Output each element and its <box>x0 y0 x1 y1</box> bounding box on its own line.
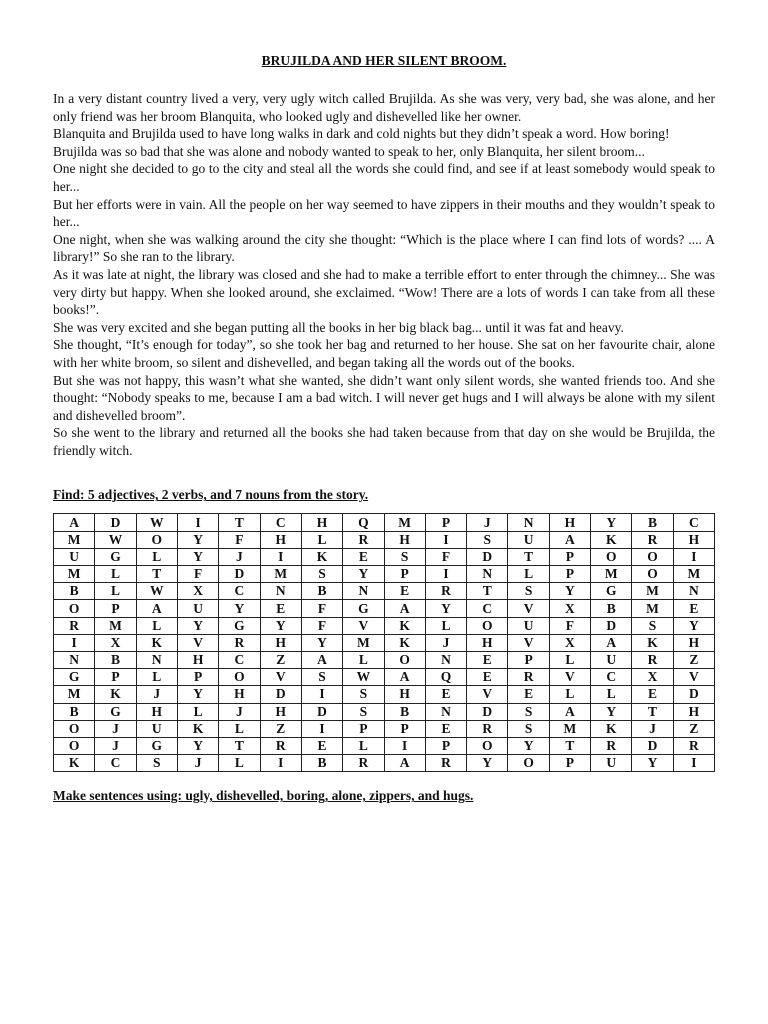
grid-cell[interactable]: O <box>467 737 508 754</box>
grid-cell[interactable]: S <box>343 686 384 703</box>
grid-cell[interactable]: Y <box>425 600 466 617</box>
grid-cell[interactable]: R <box>260 737 301 754</box>
grid-cell[interactable]: H <box>177 651 218 668</box>
grid-cell[interactable]: E <box>673 600 714 617</box>
grid-cell[interactable]: L <box>549 686 590 703</box>
grid-cell[interactable]: G <box>95 703 136 720</box>
grid-row <box>54 566 715 583</box>
grid-cell[interactable]: N <box>673 583 714 600</box>
grid-cell[interactable]: Y <box>177 686 218 703</box>
grid-cell[interactable]: D <box>260 686 301 703</box>
grid-cell[interactable]: M <box>384 514 425 531</box>
grid-cell[interactable]: O <box>632 548 673 565</box>
grid-cell[interactable]: S <box>301 669 342 686</box>
grid-cell[interactable]: N <box>260 583 301 600</box>
story-paragraph: She was very excited and she began putting all the books in her big black bag... until it was fat and heavy. <box>53 319 624 335</box>
grid-cell[interactable]: K <box>177 720 218 737</box>
grid-cell[interactable]: M <box>343 634 384 651</box>
grid-cell[interactable]: H <box>673 531 714 548</box>
grid-cell[interactable]: L <box>177 703 218 720</box>
grid-cell[interactable]: J <box>136 686 177 703</box>
grid-cell[interactable]: J <box>177 755 218 772</box>
grid-cell[interactable]: A <box>591 634 632 651</box>
grid-cell[interactable]: V <box>260 669 301 686</box>
grid-cell[interactable]: O <box>54 737 95 754</box>
grid-cell[interactable]: X <box>549 600 590 617</box>
grid-cell[interactable]: O <box>632 566 673 583</box>
grid-cell[interactable]: H <box>301 514 342 531</box>
grid-cell[interactable]: J <box>425 634 466 651</box>
grid-cell[interactable]: P <box>549 548 590 565</box>
story-paragraph: Blanquita and Brujilda used to have long walks in dark and cold nights but they didn’t speak a word. How boring! <box>53 126 670 142</box>
grid-cell[interactable]: F <box>177 566 218 583</box>
grid-cell[interactable]: O <box>467 617 508 634</box>
grid-cell[interactable]: I <box>54 634 95 651</box>
grid-cell[interactable]: A <box>549 531 590 548</box>
grid-cell[interactable]: I <box>177 514 218 531</box>
grid-cell[interactable]: N <box>54 651 95 668</box>
grid-cell[interactable]: Y <box>343 566 384 583</box>
grid-cell[interactable]: P <box>549 566 590 583</box>
grid-cell[interactable]: R <box>54 617 95 634</box>
grid-cell[interactable]: T <box>136 566 177 583</box>
grid-cell[interactable]: C <box>219 583 260 600</box>
grid-row <box>54 686 715 703</box>
story-paragraph: Brujilda was so bad that she was alone and nobody wanted to speak to her, only Blanquita, her silent broom... <box>53 143 645 159</box>
grid-cell[interactable]: X <box>549 634 590 651</box>
grid-cell[interactable]: U <box>508 531 549 548</box>
grid-cell[interactable]: L <box>343 651 384 668</box>
grid-cell[interactable]: R <box>425 755 466 772</box>
grid-cell[interactable]: Y <box>301 634 342 651</box>
grid-cell[interactable]: A <box>136 600 177 617</box>
grid-cell[interactable]: R <box>343 531 384 548</box>
grid-cell[interactable]: L <box>219 755 260 772</box>
grid-row <box>54 548 715 565</box>
grid-cell[interactable]: A <box>301 651 342 668</box>
grid-cell[interactable]: K <box>591 531 632 548</box>
grid-row <box>54 669 715 686</box>
grid-cell[interactable]: E <box>260 600 301 617</box>
grid-cell[interactable]: I <box>260 755 301 772</box>
grid-cell[interactable]: A <box>384 755 425 772</box>
grid-cell[interactable]: R <box>467 720 508 737</box>
grid-cell[interactable]: R <box>425 583 466 600</box>
grid-cell[interactable]: T <box>549 737 590 754</box>
grid-cell[interactable]: S <box>508 703 549 720</box>
grid-cell[interactable]: X <box>177 583 218 600</box>
grid-cell[interactable]: P <box>549 755 590 772</box>
grid-cell[interactable]: M <box>54 531 95 548</box>
grid-cell[interactable]: F <box>549 617 590 634</box>
grid-cell[interactable]: P <box>508 651 549 668</box>
story-text <box>53 90 715 459</box>
grid-cell[interactable]: V <box>508 600 549 617</box>
grid-cell[interactable]: O <box>591 548 632 565</box>
grid-cell[interactable]: E <box>467 669 508 686</box>
grid-cell[interactable]: Y <box>177 531 218 548</box>
grid-cell[interactable]: T <box>632 703 673 720</box>
grid-cell[interactable]: J <box>632 720 673 737</box>
grid-cell[interactable]: K <box>384 617 425 634</box>
grid-cell[interactable]: K <box>632 634 673 651</box>
grid-row <box>54 737 715 754</box>
grid-cell[interactable]: E <box>632 686 673 703</box>
grid-cell[interactable]: B <box>384 703 425 720</box>
worksheet-page <box>53 52 715 805</box>
grid-cell[interactable]: N <box>343 583 384 600</box>
grid-cell[interactable]: Y <box>177 548 218 565</box>
grid-cell[interactable]: G <box>54 669 95 686</box>
grid-cell[interactable]: S <box>632 617 673 634</box>
grid-cell[interactable]: C <box>673 514 714 531</box>
grid-cell[interactable]: B <box>54 583 95 600</box>
grid-cell[interactable]: O <box>508 755 549 772</box>
grid-row <box>54 531 715 548</box>
grid-cell[interactable]: B <box>632 514 673 531</box>
grid-cell[interactable]: X <box>632 669 673 686</box>
grid-cell[interactable]: F <box>301 617 342 634</box>
grid-cell[interactable]: W <box>136 514 177 531</box>
grid-cell[interactable]: S <box>467 531 508 548</box>
grid-row <box>54 514 715 531</box>
grid-cell[interactable]: U <box>136 720 177 737</box>
grid-cell[interactable]: Y <box>219 600 260 617</box>
grid-row <box>54 634 715 651</box>
grid-row <box>54 617 715 634</box>
story-paragraph: She thought, “It’s enough for today”, so she took her bag and returned to her house. She sat on her favourite chair, alone with her white broom, so silent and dishevelled, and began taking all the words out of the books. <box>53 337 715 370</box>
grid-cell[interactable]: I <box>301 686 342 703</box>
grid-cell[interactable]: J <box>219 703 260 720</box>
grid-cell[interactable]: V <box>177 634 218 651</box>
grid-cell[interactable]: P <box>425 514 466 531</box>
grid-cell[interactable]: W <box>136 583 177 600</box>
grid-cell[interactable]: M <box>549 720 590 737</box>
grid-cell[interactable]: M <box>95 617 136 634</box>
grid-cell[interactable]: C <box>219 651 260 668</box>
grid-cell[interactable]: V <box>343 617 384 634</box>
grid-cell[interactable]: Y <box>260 617 301 634</box>
grid-cell[interactable]: D <box>632 737 673 754</box>
grid-cell[interactable]: L <box>591 686 632 703</box>
grid-cell[interactable]: O <box>136 531 177 548</box>
grid-cell[interactable]: C <box>591 669 632 686</box>
grid-cell[interactable]: D <box>301 703 342 720</box>
grid-cell[interactable]: T <box>219 737 260 754</box>
grid-cell[interactable]: L <box>508 566 549 583</box>
grid-cell[interactable]: Y <box>467 755 508 772</box>
grid-cell[interactable]: A <box>384 600 425 617</box>
grid-cell[interactable]: F <box>425 548 466 565</box>
grid-cell[interactable]: Z <box>673 720 714 737</box>
grid-cell[interactable]: Y <box>177 617 218 634</box>
grid-row <box>54 600 715 617</box>
grid-cell[interactable]: M <box>54 686 95 703</box>
grid-cell[interactable]: Y <box>591 703 632 720</box>
grid-cell[interactable]: E <box>343 548 384 565</box>
grid-cell[interactable]: S <box>508 720 549 737</box>
grid-cell[interactable]: Y <box>549 583 590 600</box>
grid-cell[interactable]: L <box>219 720 260 737</box>
story-paragraph: One night she decided to go to the city and steal all the words she could find, and see if at least somebody would speak to her... <box>53 161 715 194</box>
grid-cell[interactable]: P <box>343 720 384 737</box>
grid-cell[interactable]: P <box>95 669 136 686</box>
grid-cell[interactable]: K <box>54 755 95 772</box>
grid-cell[interactable]: W <box>95 531 136 548</box>
grid-cell[interactable]: R <box>343 755 384 772</box>
grid-cell[interactable]: E <box>301 737 342 754</box>
grid-cell[interactable]: Y <box>177 737 218 754</box>
grid-cell[interactable]: S <box>343 703 384 720</box>
grid-cell[interactable]: T <box>508 548 549 565</box>
story-paragraph: As it was late at night, the library was closed and she had to make a terrible effort to enter through the chimney... She was very dirty but happy. When she looked around, she exclaimed. “Wow! There are a lots of words I can take from all these books!”. <box>53 266 715 318</box>
grid-cell[interactable]: N <box>467 566 508 583</box>
grid-cell[interactable]: L <box>136 617 177 634</box>
grid-cell[interactable]: R <box>219 634 260 651</box>
grid-cell[interactable]: P <box>425 737 466 754</box>
grid-cell[interactable]: Q <box>343 514 384 531</box>
grid-cell[interactable]: G <box>95 548 136 565</box>
grid-cell[interactable]: H <box>260 634 301 651</box>
grid-cell[interactable]: D <box>467 703 508 720</box>
grid-cell[interactable]: C <box>260 514 301 531</box>
grid-cell[interactable]: B <box>591 600 632 617</box>
grid-cell[interactable]: K <box>384 634 425 651</box>
grid-cell[interactable]: W <box>343 669 384 686</box>
grid-cell[interactable]: H <box>673 703 714 720</box>
grid-cell[interactable]: J <box>95 737 136 754</box>
grid-cell[interactable]: N <box>508 514 549 531</box>
grid-cell[interactable]: A <box>54 514 95 531</box>
grid-cell[interactable]: H <box>384 531 425 548</box>
story-paragraph: So she went to the library and returned all the books she had taken because from that day on she would be Brujilda, the friendly witch. <box>53 425 715 458</box>
grid-cell[interactable]: O <box>54 600 95 617</box>
grid-cell[interactable]: Z <box>673 651 714 668</box>
grid-cell[interactable]: G <box>219 617 260 634</box>
grid-cell[interactable]: V <box>549 669 590 686</box>
grid-row <box>54 651 715 668</box>
grid-cell[interactable]: T <box>467 583 508 600</box>
grid-row <box>54 720 715 737</box>
grid-cell[interactable]: T <box>219 514 260 531</box>
grid-cell[interactable]: L <box>95 566 136 583</box>
grid-cell[interactable]: U <box>54 548 95 565</box>
grid-cell[interactable]: Z <box>260 651 301 668</box>
grid-cell[interactable]: Y <box>673 617 714 634</box>
grid-cell[interactable]: D <box>591 617 632 634</box>
grid-cell[interactable]: J <box>467 514 508 531</box>
story-paragraph: But she was not happy, this wasn’t what she wanted, she didn’t want only silent words, she wanted friends too. And she thought: “Nobody speaks to me, because I am a bad witch. I will never get hugs and I will always be alone with my silent and dishevelled broom”. <box>53 372 715 423</box>
grid-cell[interactable]: U <box>591 651 632 668</box>
word-search-grid <box>53 513 715 772</box>
grid-cell[interactable]: B <box>301 755 342 772</box>
grid-cell[interactable]: N <box>136 651 177 668</box>
grid-cell[interactable]: I <box>425 531 466 548</box>
grid-cell[interactable]: L <box>549 651 590 668</box>
grid-cell[interactable]: A <box>384 669 425 686</box>
grid-cell[interactable]: M <box>260 566 301 583</box>
grid-cell[interactable]: M <box>673 566 714 583</box>
grid-cell[interactable]: G <box>136 737 177 754</box>
grid-cell[interactable]: K <box>95 686 136 703</box>
grid-cell[interactable]: L <box>425 617 466 634</box>
grid-cell[interactable]: P <box>177 669 218 686</box>
grid-cell[interactable]: Z <box>260 720 301 737</box>
grid-cell[interactable]: H <box>384 686 425 703</box>
grid-cell[interactable]: L <box>343 737 384 754</box>
grid-cell[interactable]: C <box>95 755 136 772</box>
grid-cell[interactable]: F <box>219 531 260 548</box>
grid-cell[interactable]: E <box>508 686 549 703</box>
grid-cell[interactable]: E <box>425 686 466 703</box>
grid-cell[interactable]: G <box>343 600 384 617</box>
grid-cell[interactable]: P <box>384 720 425 737</box>
grid-cell[interactable]: A <box>549 703 590 720</box>
grid-cell[interactable]: I <box>673 755 714 772</box>
grid-cell[interactable]: I <box>301 720 342 737</box>
grid-cell[interactable]: E <box>384 583 425 600</box>
grid-cell[interactable]: R <box>632 531 673 548</box>
grid-row <box>54 703 715 720</box>
grid-cell[interactable]: L <box>301 531 342 548</box>
grid-cell[interactable]: O <box>219 669 260 686</box>
grid-cell[interactable]: N <box>425 651 466 668</box>
sentences-instruction: Make sentences using: ugly, dishevelled, boring, alone, zippers, and hugs. <box>53 788 474 804</box>
grid-cell[interactable]: L <box>95 583 136 600</box>
grid-row <box>54 583 715 600</box>
grid-cell[interactable]: Q <box>425 669 466 686</box>
grid-cell[interactable]: E <box>425 720 466 737</box>
grid-cell[interactable]: B <box>54 703 95 720</box>
grid-cell[interactable]: U <box>591 755 632 772</box>
grid-cell[interactable]: O <box>384 651 425 668</box>
grid-cell[interactable]: Y <box>591 514 632 531</box>
grid-cell[interactable]: R <box>508 669 549 686</box>
grid-cell[interactable]: J <box>219 548 260 565</box>
grid-cell[interactable]: M <box>591 566 632 583</box>
grid-cell[interactable]: O <box>54 720 95 737</box>
grid-cell[interactable]: R <box>591 737 632 754</box>
grid-cell[interactable]: V <box>508 634 549 651</box>
grid-row <box>54 755 715 772</box>
grid-cell[interactable]: F <box>301 600 342 617</box>
grid-cell[interactable]: G <box>591 583 632 600</box>
grid-cell[interactable]: S <box>508 583 549 600</box>
grid-cell[interactable]: L <box>136 548 177 565</box>
grid-cell[interactable]: B <box>95 651 136 668</box>
grid-cell[interactable]: D <box>673 686 714 703</box>
grid-cell[interactable]: H <box>219 686 260 703</box>
grid-cell[interactable]: K <box>136 634 177 651</box>
grid-cell[interactable]: J <box>95 720 136 737</box>
grid-cell[interactable]: D <box>467 548 508 565</box>
grid-cell[interactable]: M <box>632 600 673 617</box>
grid-cell[interactable]: Y <box>632 755 673 772</box>
grid-cell[interactable]: I <box>260 548 301 565</box>
grid-cell[interactable]: I <box>673 548 714 565</box>
grid-cell[interactable]: N <box>425 703 466 720</box>
grid-cell[interactable]: X <box>95 634 136 651</box>
grid-cell[interactable]: P <box>384 566 425 583</box>
grid-cell[interactable]: B <box>301 583 342 600</box>
grid-cell[interactable]: I <box>384 737 425 754</box>
grid-cell[interactable]: U <box>508 617 549 634</box>
grid-cell[interactable]: Y <box>508 737 549 754</box>
grid-cell[interactable]: P <box>95 600 136 617</box>
grid-cell[interactable]: I <box>425 566 466 583</box>
grid-cell[interactable]: M <box>632 583 673 600</box>
grid-cell[interactable]: K <box>591 720 632 737</box>
grid-cell[interactable]: S <box>384 548 425 565</box>
grid-cell[interactable]: H <box>549 514 590 531</box>
grid-cell[interactable]: L <box>136 669 177 686</box>
grid-cell[interactable]: K <box>301 548 342 565</box>
grid-cell[interactable]: M <box>54 566 95 583</box>
grid-cell[interactable]: U <box>177 600 218 617</box>
grid-cell[interactable]: R <box>632 651 673 668</box>
grid-cell[interactable]: E <box>467 651 508 668</box>
grid-cell[interactable]: H <box>467 634 508 651</box>
story-paragraph: One night, when she was walking around the city she thought: “Which is the place where I can find lots of words? .... A library!” So she ran to the library. <box>53 231 715 265</box>
story-paragraph: In a very distant country lived a very, very ugly witch called Brujilda. As she was very, very bad, she was alone, and her only friend was her broom Blanquita, who looked ugly and dishevelled like her owner. <box>53 91 715 124</box>
grid-cell[interactable]: H <box>260 531 301 548</box>
grid-cell[interactable]: C <box>467 600 508 617</box>
grid-cell[interactable]: R <box>673 737 714 754</box>
story-title: BRUJILDA AND HER SILENT BROOM. <box>261 53 507 68</box>
grid-cell[interactable]: V <box>467 686 508 703</box>
grid-cell[interactable]: V <box>673 669 714 686</box>
story-paragraph: But her efforts were in vain. All the people on her way seemed to have zippers in their mouths and they wouldn’t speak to her... <box>53 196 715 230</box>
grid-cell[interactable]: D <box>95 514 136 531</box>
grid-cell[interactable]: H <box>673 634 714 651</box>
grid-cell[interactable]: S <box>301 566 342 583</box>
grid-cell[interactable]: D <box>219 566 260 583</box>
grid-cell[interactable]: H <box>136 703 177 720</box>
grid-cell[interactable]: H <box>260 703 301 720</box>
find-instruction: Find: 5 adjectives, 2 verbs, and 7 nouns from the story. <box>53 487 369 503</box>
grid-cell[interactable]: S <box>136 755 177 772</box>
